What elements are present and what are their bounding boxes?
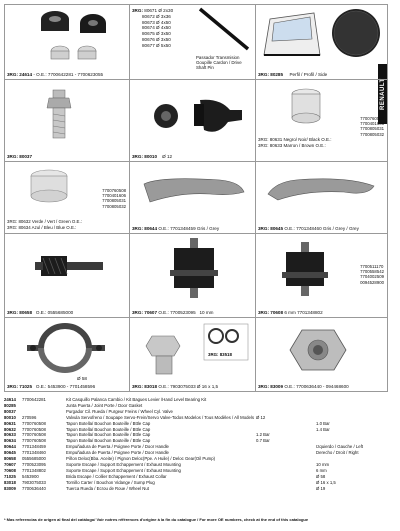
cell-24614[interactable] xyxy=(4,5,130,79)
exhaust-collar-image xyxy=(5,318,130,378)
table-cell: Izquierdo / Gauche / Left xyxy=(316,444,364,450)
table-cell: Tapon Botella/ Bouchon Bouteille / Bttle Cap xyxy=(66,432,151,438)
table-cell: 70608 xyxy=(4,467,16,473)
catalog-page xyxy=(4,4,388,527)
oe-list: 7700760508 7700401606 7700805031 7700805032 xyxy=(102,188,126,209)
caption: 3RG: 80644 O.E.: 7701348459 Gris / Grey xyxy=(132,225,220,231)
table-cell: 7700760508 xyxy=(22,438,46,444)
table-cell: 1.2 Bar xyxy=(256,432,270,438)
oe-list: 7700760508 7700401606 7700805031 7700805032 xyxy=(360,116,384,137)
cell-83018[interactable] xyxy=(130,318,256,391)
caption: 3RG: 24614 - O.E.: 7700642281 - 7700623055 xyxy=(7,71,104,77)
caption: 3RG: 80645 O.E.: 7701348460 Gris / Grey / Grey xyxy=(258,225,359,231)
caption: 3RG: 80285 Perfil / Profil / Side xyxy=(258,71,328,77)
table-cell: 80658 xyxy=(4,456,16,462)
table-cell: 1.4 Bar xyxy=(316,426,330,432)
table-cell: 7700636440 xyxy=(22,485,46,491)
pin-description: Passador Transmision Goupille Cardon / Drive Shaft Pin xyxy=(196,55,242,71)
caption: 3RG: 83009 O.E.: 7700636440 - 094468600 xyxy=(258,383,349,389)
table-cell: 6 mm xyxy=(316,467,327,473)
table-cell: 7701348802 xyxy=(22,467,46,473)
caption: 3RG: 71025 O.E.: 5453900 - 7701458596 xyxy=(7,383,96,389)
table-cell: 7701348460 xyxy=(22,450,46,456)
table-cell: Tapon Botella/ Bouchon Bouteille / Bttle Cap xyxy=(66,426,151,432)
cell-80671[interactable] xyxy=(130,5,256,79)
table-cell: Soporte Escape / Support Echappement / Exhaust Mounting xyxy=(66,461,181,467)
cell-83009[interactable] xyxy=(256,318,388,391)
table-cell: 80010 xyxy=(4,414,16,420)
grid-row-3 xyxy=(4,162,388,234)
table-cell: 7700760508 xyxy=(22,426,46,432)
table-cell: 270596 xyxy=(22,414,37,420)
collar-diameter: Ø 58 xyxy=(77,376,87,381)
cell-80037[interactable] xyxy=(4,80,130,161)
table-cell: 5453900 xyxy=(22,473,39,479)
reference-table xyxy=(4,397,388,492)
table-cell: 83018 xyxy=(4,479,16,485)
table-cell: Purgador Cil. Rueda / Purgeur Freins / Wheel Cyl. Valve xyxy=(66,408,173,414)
brand-side-tab: RENAULT xyxy=(378,64,388,124)
table-cell: 7700523095 xyxy=(22,461,46,467)
caption: 3RG: 70607 O.E.: 7700523095 10 mm xyxy=(132,309,214,315)
footer-note: * Mas referencias de origen al final del catálogo/ Voir notres références d'origine à la fin du catalogue / For more OE numbers, check at the end of this catalogue xyxy=(4,517,309,522)
table-cell: 7700642281 xyxy=(22,397,46,402)
table-cell: 70607 xyxy=(4,461,16,467)
cell-71025[interactable] xyxy=(4,318,130,391)
table-cell: Empuñadura de Puerta / Poignee Porte / Door Handle xyxy=(66,450,169,456)
table-cell: Tornillo Carter / Bouchon Vidange / Sump Plug xyxy=(66,479,155,485)
product-grid xyxy=(4,4,388,392)
bleed-valve-image xyxy=(5,80,130,150)
table-cell: 71025 xyxy=(4,473,16,479)
grid-row-1 xyxy=(4,4,388,80)
table-cell: 0555685000 xyxy=(22,456,46,462)
table-cell: Ø 19 xyxy=(316,485,326,491)
table-cell: 80631 xyxy=(4,420,16,426)
exhaust-mount-10mm-image xyxy=(130,234,256,306)
cell-80658[interactable] xyxy=(4,234,130,317)
table-cell: 10 mm xyxy=(316,461,330,467)
table-cell: 7700760508 xyxy=(22,432,46,438)
table-cell: 80644 xyxy=(4,444,16,450)
cell-70607[interactable] xyxy=(130,234,256,317)
table-cell: Tapon Botella/ Bouchon Bouteille / Bttle Cap xyxy=(66,420,151,426)
cell-80632[interactable] xyxy=(4,162,130,233)
inset-ref: 3RG: 83518 xyxy=(208,352,232,357)
bushing-kit-image xyxy=(5,5,125,69)
table-cell: Kit Casquillo Palanca Cambio / Kit Bagues Levier /Hand Level Bearing Kit xyxy=(66,397,207,402)
table-cell: Soporte Escape / Support Echappement / Exhaust Mounting xyxy=(66,467,181,473)
caption: 3RG: 80010 Ø 12 xyxy=(132,153,173,159)
table-cell: 80285 xyxy=(4,402,16,408)
table-cell: 7700760508 xyxy=(22,420,46,426)
table-cell: Ø 16 x 1,5 xyxy=(316,479,336,485)
cell-80285[interactable] xyxy=(256,5,388,79)
servo-valve-image xyxy=(130,80,256,150)
door-handle-right-image xyxy=(256,162,388,222)
table-row xyxy=(4,486,388,492)
caption: 3RG: 83018 O.E.: 7903075033 Ø 16 x 1,5 xyxy=(132,383,219,389)
wheel-nut-image xyxy=(256,318,388,380)
oil-pump-gear-image xyxy=(5,234,130,306)
table-cell: 80632 xyxy=(4,426,16,432)
table-cell: Ø 58 xyxy=(316,473,326,479)
table-cell: Tuerca Rueda / Ecrou de Roue / Wheel Nut xyxy=(66,485,149,491)
table-cell: 80037 xyxy=(4,408,16,414)
grid-row-2 xyxy=(4,80,388,162)
table-cell: 7903075033 xyxy=(22,479,46,485)
cell-80010[interactable] xyxy=(130,80,256,161)
table-cell: Tapon Botella/ Bouchon Bouteille / Bttle Cap xyxy=(66,438,151,444)
cell-80631[interactable] xyxy=(256,80,388,161)
pin-size-list: 3RG: 80671 Ø 2x30 80672 Ø 3x36 80673 Ø 4x50 80674 Ø 4x50 80675 Ø 3x50 80676 Ø 3x50 80677 Ø 5x50 xyxy=(132,8,174,48)
caption: 3RG: 70608 6 mm 7701348802 xyxy=(258,309,323,315)
caption: 3RG: 80658 O.E.: 0555685000 xyxy=(7,309,74,315)
table-cell: 7701348459 xyxy=(22,444,46,450)
cell-80645[interactable] xyxy=(256,162,388,233)
table-cell xyxy=(256,486,316,492)
caption: 3RG: 80632 Verde / Vert / Green O.E.: 3RG: 80634 Azul / Bleu / Blue O.E.: xyxy=(7,219,82,230)
cell-70608[interactable] xyxy=(256,234,388,317)
table-cell: Ø 12 xyxy=(256,414,266,420)
caption: 3RG: 80037 xyxy=(7,153,33,159)
table-cell: 24614 xyxy=(4,397,16,402)
table-cell: Valvula Servofreno / Soupape Servo-Frein/Servo Valve-Todos Modelos / Tous Modèles / All Models xyxy=(66,414,254,420)
table-cell: Piñon Deloc(Bba. Aceite) / Pignon Deloc(Ppe. A Huile) / Deloc Gear(Oil Pump) xyxy=(66,456,216,462)
sump-plug-image xyxy=(130,318,256,380)
table-cell: 80634 xyxy=(4,438,16,444)
table-cell: Junta Puerta / Joint Porte / Door Gasket xyxy=(66,402,143,408)
cell-80644[interactable] xyxy=(130,162,256,233)
table-cell: 1.0 Bar xyxy=(316,420,330,426)
oe-list: 7700511170 7700558542 7704002509 0094528900 xyxy=(360,264,384,285)
grid-row-5 xyxy=(4,318,388,392)
table-cell: 80645 xyxy=(4,450,16,456)
caption: 3RG: 80631 Negro/ Noir/ Black O.E.: 3RG: 80633 Marron / Brown O.E.: xyxy=(258,137,332,148)
door-handle-left-image xyxy=(130,162,256,222)
table-cell: Derecho / Droit / Right xyxy=(316,450,359,456)
table-cell: 0.7 Bar xyxy=(256,438,270,444)
table-cell: Empuñadura de Puerta / Poignee Porte / Door Handle xyxy=(66,444,169,450)
door-profile-image xyxy=(256,5,388,69)
table-cell: 80633 xyxy=(4,432,16,438)
table-cell: Brida Escape / Collier Echappement / Exhaust Collar xyxy=(66,473,167,479)
grid-row-4 xyxy=(4,234,388,318)
table-cell: 83009 xyxy=(4,485,16,491)
